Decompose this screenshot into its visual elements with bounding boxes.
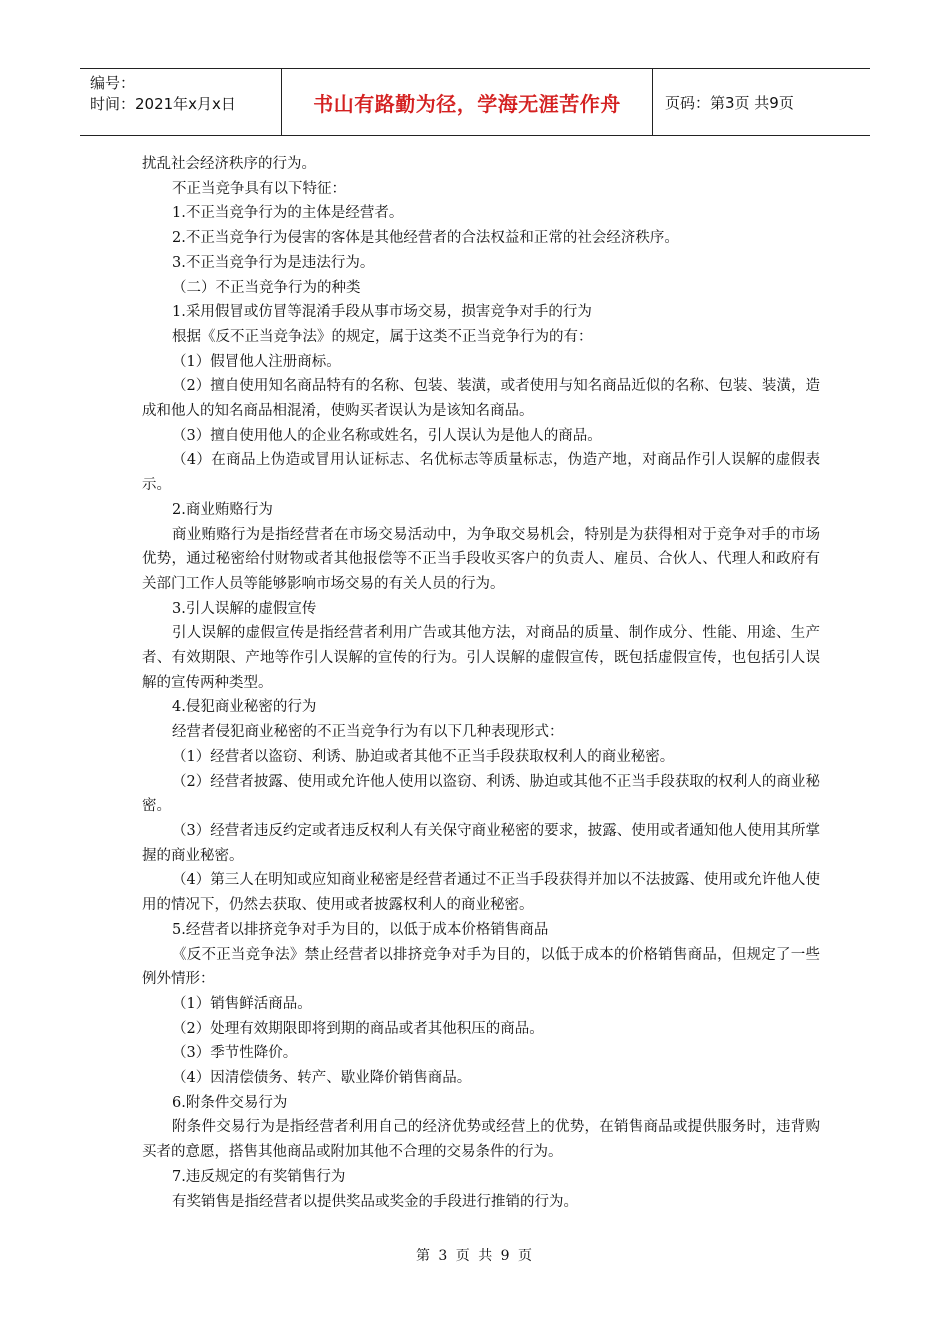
- list-item: （2）经营者披露、使用或允许他人使用以盗窃、利诱、胁迫或其他不正当手段获取的权利人的商业秘密。: [142, 773, 820, 815]
- paragraph: 3.不正当竞争行为是违法行为。: [172, 254, 375, 271]
- list-item: （4）第三人在明知或应知商业秘密是经营者通过不正当手段获得并加以不法披露、使用或允许他人使用的情况下，仍然去获取、使用或者披露权利人的商业秘密。: [142, 872, 820, 914]
- list-item: （1）销售鲜活商品。: [172, 995, 312, 1012]
- subsection-heading: 2.商业贿赂行为: [172, 501, 273, 518]
- list-item: （3）擅自使用他人的企业名称或姓名，引人误认为是他人的商品。: [172, 427, 602, 444]
- subsection-heading: 3.引人误解的虚假宣传: [172, 600, 317, 617]
- list-item: （1）经营者以盗窃、利诱、胁迫或者其他不正当手段获取权利人的商业秘密。: [172, 748, 675, 765]
- list-item: （3）季节性降价。: [172, 1045, 298, 1062]
- header-motto: 书山有路勤为径，学海无涯苦作舟: [282, 69, 653, 135]
- paragraph: 有奖销售是指经营者以提供奖品或奖金的手段进行推销的行为。: [172, 1193, 578, 1210]
- page-header: [80, 68, 870, 136]
- paragraph: 引人误解的虚假宣传是指经营者利用广告或其他方法，对商品的质量、制作成分、性能、用途、生产者、有效期限、产地等作引人误解的宣传的行为。引人误解的虚假宣传，既包括虚假宣传，也包括引人误解的宣传两种类型。: [142, 625, 820, 691]
- document-body: [142, 152, 820, 1214]
- paragraph: 根据《反不正当竞争法》的规定，属于这类不正当竞争行为的有：: [172, 328, 593, 345]
- paragraph: 《反不正当竞争法》禁止经营者以排挤竞争对手为目的，以低于成本的价格销售商品，但规定了一些例外情形：: [142, 946, 820, 988]
- document-number-label: 编号：: [90, 74, 136, 92]
- list-item: （1）假冒他人注册商标。: [172, 353, 341, 370]
- subsection-heading: 7.违反规定的有奖销售行为: [172, 1168, 346, 1185]
- subsection-heading: 6.附条件交易行为: [172, 1094, 288, 1111]
- header-left-cell: [80, 69, 282, 135]
- section-heading: （二）不正当竞争行为的种类: [172, 279, 361, 296]
- paragraph: 2.不正当竞争行为侵害的客体是其他经营者的合法权益和正常的社会经济秩序。: [172, 230, 679, 247]
- paragraph: 商业贿赂行为是指经营者在市场交易活动中，为争取交易机会，特别是为获得相对于竞争对手的市场优势，通过秘密给付财物或者其他报偿等不正当手段收买客户的负责人、雇员、合伙人、代理人和政府有关部门工作人员等能够影响市场交易的有关人员的行为。: [142, 526, 820, 592]
- paragraph: 经营者侵犯商业秘密的不正当竞争行为有以下几种表现形式：: [172, 724, 564, 741]
- list-item: （2）擅自使用知名商品特有的名称、包装、装潢，或者使用与知名商品近似的名称、包装、装潢，造成和他人的知名商品相混淆，使购买者误认为是该知名商品。: [142, 378, 820, 420]
- list-item: （2）处理有效期限即将到期的商品或者其他积压的商品。: [172, 1020, 544, 1037]
- paragraph: 1.不正当竞争行为的主体是经营者。: [172, 205, 404, 222]
- subsection-heading: 5.经营者以排挤竞争对手为目的，以低于成本价格销售商品: [172, 921, 549, 938]
- list-item: （3）经营者违反约定或者违反权利人有关保守商业秘密的要求，披露、使用或者通知他人使用其所掌握的商业秘密。: [142, 822, 820, 864]
- header-page-indicator: 页码：第3页 共9页: [665, 93, 794, 112]
- paragraph: 附条件交易行为是指经营者利用自己的经济优势或经营上的优势，在销售商品或提供服务时，违背购买者的意愿，搭售其他商品或附加其他不合理的交易条件的行为。: [142, 1119, 820, 1161]
- paragraph: 扰乱社会经济秩序的行为。: [142, 156, 316, 172]
- page-footer: 第 3 页 共 9 页: [415, 1248, 535, 1264]
- list-item: （4）因清偿债务、转产、歇业降价销售商品。: [172, 1070, 472, 1087]
- subsection-heading: 1.采用假冒或仿冒等混淆手段从事市场交易，损害竞争对手的行为: [172, 304, 592, 321]
- document-date-label: 时间：2021年x月x日: [90, 95, 236, 113]
- paragraph: 不正当竞争具有以下特征：: [172, 180, 346, 197]
- list-item: （4）在商品上伪造或冒用认证标志、名优标志等质量标志，伪造产地，对商品作引人误解的虚假表示。: [142, 452, 820, 494]
- subsection-heading: 4.侵犯商业秘密的行为: [172, 699, 317, 716]
